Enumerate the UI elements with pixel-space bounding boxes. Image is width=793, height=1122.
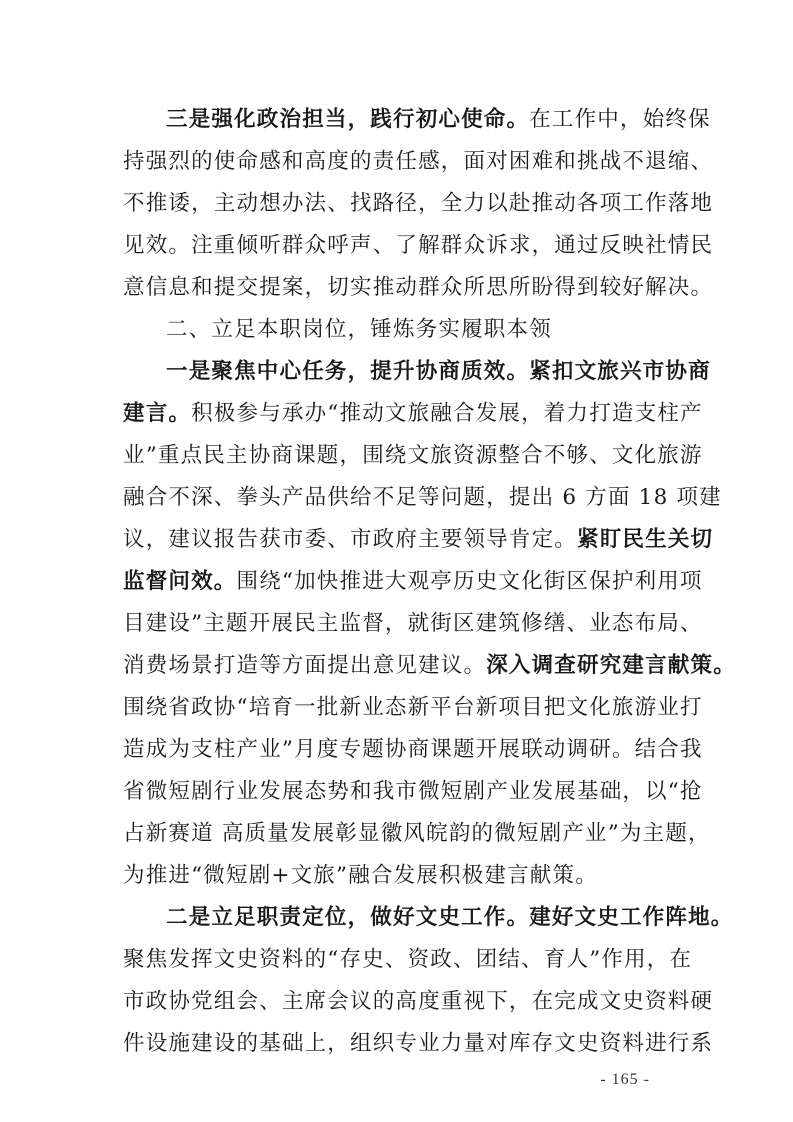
- paragraph-line: 聚焦发挥文史资料的“存史、资政、团结、育人”作用，在: [123, 947, 693, 972]
- paragraph-line: 造成为支柱产业”月度专题协商课题开展联动调研。结合我: [123, 737, 703, 762]
- section-heading: 二、立足本职岗位，锤炼务实履职本领: [166, 317, 552, 342]
- paragraph-line: 不推诿，主动想办法、找路径，全力以赴推动各项工作落地: [123, 191, 714, 216]
- text-span: 在工作中，始终保: [529, 107, 711, 132]
- bold-lead: 深入调查研究建言献策。: [486, 653, 736, 678]
- paragraph-line: 融合不深、拳头产品供给不足等问题，提出 6 方面 18 项建: [123, 485, 722, 510]
- bold-lead-line: 二是立足职责定位，做好文史工作。建好文史工作阵地。: [166, 905, 734, 930]
- paragraph-line: 围绕省政协“培育一批新业态新平台新项目把文化旅游业打: [123, 695, 703, 720]
- paragraph-line: 见效。注重倾听群众呼声、了解群众诉求，通过反映社情民: [123, 233, 714, 258]
- bold-lead: 紧盯民生关切: [577, 527, 714, 552]
- paragraph-line: [123, 567, 703, 597]
- paragraph-line: 为推进“微短剧+文旅”融合发展积极建言献策。: [123, 863, 598, 888]
- text-span: 围绕“加快推进大观亭历史文化街区保护利用项: [236, 569, 703, 594]
- paragraph-line: 业”重点民主协商课题，围绕文旅资源整合不够、文化旅游: [123, 443, 703, 468]
- paragraph-line: 目建设”主题开展民主监督，就街区建筑修缮、业态布局、: [123, 611, 703, 636]
- paragraph-line: 省微短剧行业发展态势和我市微短剧产业发展基础，以“抢: [123, 779, 703, 804]
- paragraph-line: 持强烈的使命感和高度的责任感，面对困难和挑战不退缩、: [123, 149, 714, 174]
- bold-lead: 监督问效。: [123, 569, 237, 594]
- paragraph-line: 占新赛道 高质量发展彰显徽风皖韵的微短剧产业”为主题，: [123, 821, 711, 846]
- text-span: 消费场景打造等方面提出意见建议。: [123, 653, 487, 678]
- paragraph-line: [123, 525, 714, 555]
- page-number: - 165 -: [600, 1071, 650, 1088]
- paragraph-line: 市政协党组会、主席会议的高度重视下，在完成文史资料硬: [123, 989, 714, 1014]
- bold-lead: 三是强化政治担当，践行初心使命。: [166, 107, 530, 132]
- bold-lead: 建言。: [123, 401, 192, 426]
- paragraph-line: [166, 105, 711, 135]
- paragraph-line: 意信息和提交提案，切实推动群众所思所盼得到较好解决。: [123, 275, 714, 300]
- paragraph-line: [123, 651, 736, 681]
- paragraph-line: [123, 399, 703, 429]
- text-span: 积极参与承办“推动文旅融合发展，着力打造支柱产: [191, 401, 703, 426]
- text-span: 议，建议报告获市委、市政府主要领导肯定。: [123, 527, 578, 552]
- paragraph-line: 件设施建设的基础上，组织专业力量对库存文史资料进行系: [123, 1031, 714, 1056]
- bold-lead-line: 一是聚焦中心任务，提升协商质效。紧扣文旅兴市协商: [166, 359, 711, 384]
